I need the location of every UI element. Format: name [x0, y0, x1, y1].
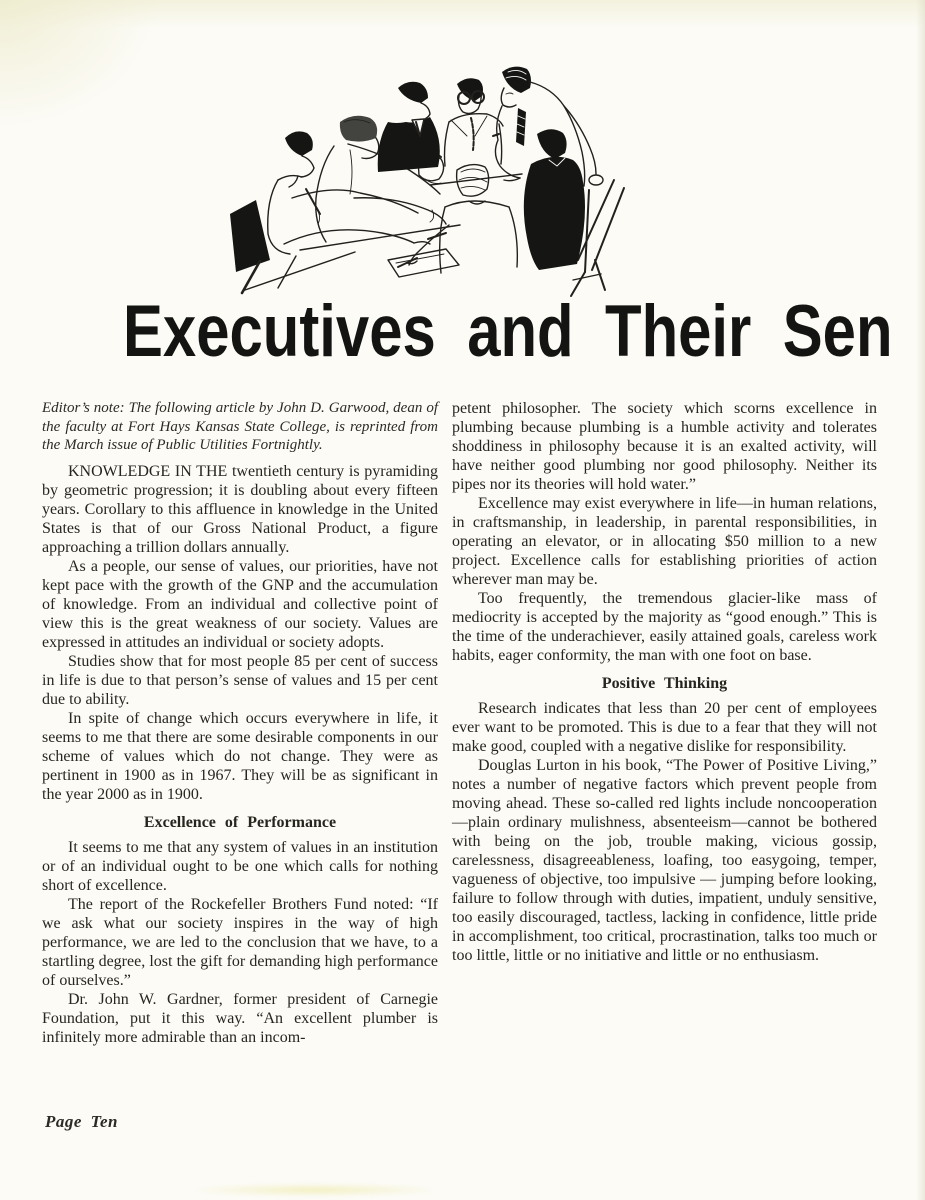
section-heading-excellence: Excellence of Performance — [143, 813, 337, 831]
paragraph: Research indicates that less than 20 per cent of employees ever want to be promoted. This is due to a fear that they will not make good, coupled with a negative dislike for responsibility. — [452, 700, 877, 755]
page-number: Page Ten — [45, 1112, 119, 1131]
paragraph: Too frequently, the tremendous glacier-like mass of mediocrity is accepted by the majority as “good enough.” This is the time of the underachiever, easily attained goals, careless work habits, eager conformity, the man with one foot on base. — [452, 590, 877, 664]
paper-edge-tint-top — [0, 0, 925, 28]
editors-note: Editor’s note: The following article by John D. Garwood, dean of the faculty at Fort Hays Kansas State College, is reprinted from the March issue of Public Utilities Fortnightly. — [42, 400, 438, 453]
section-heading-positive-thinking: Positive Thinking — [601, 675, 728, 692]
article-title: Executives and Their Sen — [123, 291, 893, 372]
paper-edge-tint-right — [916, 0, 925, 1200]
article-body — [42, 399, 877, 1047]
paragraph: The report of the Rockefeller Brothers Fund noted: “If we ask what our society inspires in the way of high performance, we are led to the conclusion that we have, to a startling degree, lost the gift for demanding high performance of ourselves.” — [42, 895, 438, 989]
paragraph: Douglas Lurton in his book, “The Power of Positive Living,” notes a number of negative factors which prevent people from moving ahead. These so-called red lights include noncooperation—plain ordinary mulishness, absenteeism—cannot be bothered with being on the job, trouble making, vicious gossip, carelessness, disagreeableness, loafing, too easygoing, temper, vagueness of objective, too impulsive — jumping before looking, failure to follow through with duties, impatient, unduly sensitive, too easily discouraged, tactless, lacking in confidence, little pride in accomplishment, too critical, procrastination, talks too much or too little, little or no initiative and little or no enthusiasm. — [452, 757, 877, 964]
paragraph: KNOWLEDGE IN THE twentieth century is pyramiding by geometric progression; it is doubling about every fifteen years. Corollary to this affluence in knowledge in the United States is that of our Gross National Product, a figure approaching a trillion dollars annually. — [42, 462, 438, 556]
figure-glasses-man — [445, 78, 504, 166]
left-column — [42, 399, 438, 1047]
right-column — [452, 399, 877, 1047]
paper-edge-smudge-bottom — [190, 1184, 440, 1196]
figure-dark-suit-man — [378, 82, 440, 172]
paragraph: As a people, our sense of values, our priorities, have not kept pace with the growth of the GNP and the accumulation of knowledge. From an individual and collective point of view this is the great weakness of our society. Values are expressed in attitudes an individual or society adopts. — [42, 557, 438, 651]
paragraph-continuation: petent philosopher. The society which scorns excellence in plumbing because plumbing is a humble activity and tolerates shoddiness in philosophy because it is an exalted activity, will have neither good plumbing nor good philosophy. Neither its pipes nor its theories will hold water.” — [452, 400, 877, 493]
paragraph: Dr. John W. Gardner, former president of Carnegie Foundation, put it this way. “An excellent plumber is infinitely more admirable than an incom- — [42, 990, 438, 1046]
paper-edge-tint-corner — [0, 0, 160, 130]
paragraph: In spite of change which occurs everywhere in life, it seems to me that there are some desirable components in our scheme of values which do not change. They were as pertinent in 1900 as in 1967. They will be as significant in the year 2000 as in 1900. — [42, 709, 438, 803]
paragraph: It seems to me that any system of values in an institution or of an individual ought to be one which calls for nothing short of excellence. — [42, 838, 438, 894]
meeting-illustration — [230, 46, 644, 300]
paragraph: Studies show that for most people 85 per cent of success in life is due to that person’s sense of values and 15 per cent due to ability. — [42, 652, 438, 708]
paragraph: Excellence may exist everywhere in life—in human relations, in craftsmanship, in leadership, in parental responsibilities, in operating an elevator, or in allocating $50 million to a new project. Excellence calls for establishing priorities of action wherever man may be. — [452, 495, 877, 588]
